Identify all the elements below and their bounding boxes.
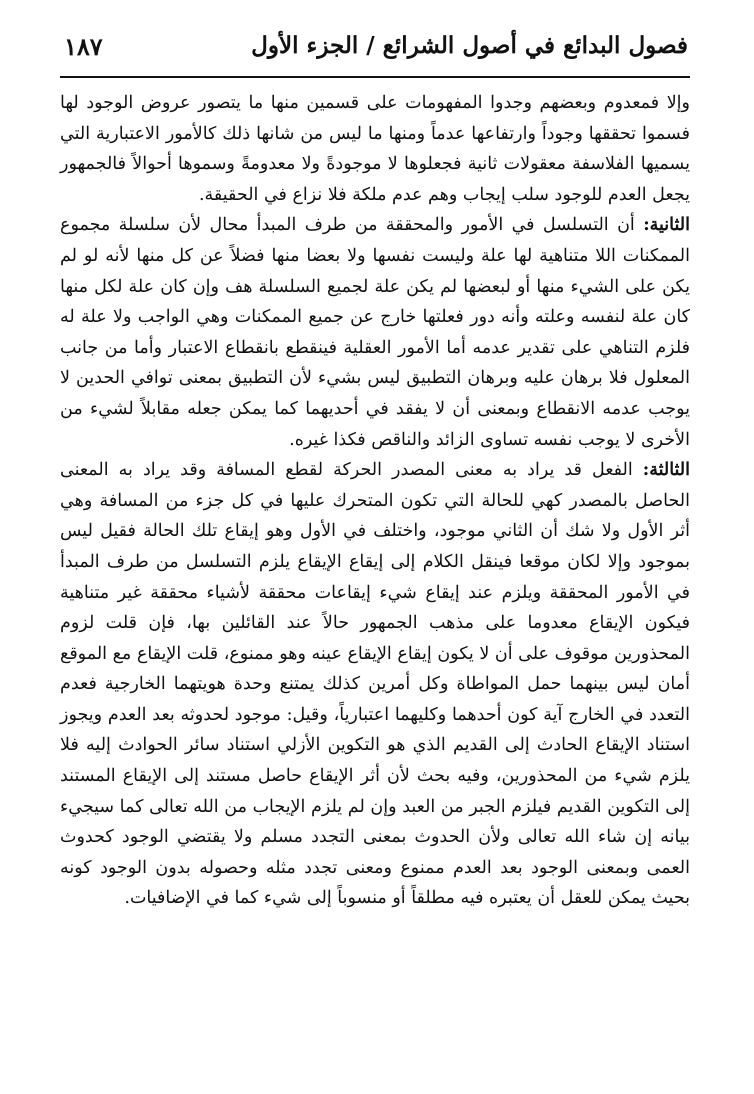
paragraph-2 [60,210,690,455]
page-number: ١٨٧ [64,32,103,61]
paragraph-1 [60,88,690,210]
body-text [60,88,690,914]
paragraph-3-label: الثالثة: [642,460,690,481]
paragraph-2-text: أن التسلسل في الأمور والمحققة من طرف المبدأ محال لأن سلسلة مجموع الممكنات اللا متناهية لها علة وليست نفسها ولا بعضا منها فضلاً عن كل منها لأنه لو لم يكن على الشيء منها أو لبعضها لم يكن علة لجميع السلسلة هف وإن كان علة لكل منها كان علة لنفسه وعلته وأنه دور فعلتها خارج عن جميع الممكنات وهي الواجب ولا علة له فلزم التناهي على تقدير عدمه أما الأمور العقلية فينقطع بانقطاع الاعتبار وأما من جانب المعلول فلا برهان عليه وبرهان التطبيق ليس بشيء لأن التطبيق بمعنى توافي الحدين لا يوجب عدمه الانقطاع وبمعنى أن لا يفقد في أحديهما كما يمكن جعله مقابلاً لشيء من الأخرى لا يوجب نفسه تساوى الزائد والناقص فكذا غيره. [60,215,690,450]
paragraph-1-text: وإلا فمعدوم وبعضهم وجدوا المفهومات على قسمين منها ما يتصور عروض الوجود لها فسموا تحققها وجوداً وارتفاعها عدماً ومنها ما ليس من شانها ذلك كالأمور الاعتبارية التي يسميها الفلاسفة معقولات ثانية فجعلوها لا موجودةً ولا معدومةً وسموها أحوالاً فالجمهور يجعل العدم للوجود سلب إيجاب وهم عدم ملكة فلا نزاع في الحقيقة. [60,93,690,205]
header-title: فصول البدائع في أصول الشرائع / الجزء الأول [251,32,688,59]
running-header [60,30,688,74]
header-divider [60,76,690,78]
paragraph-3-text: الفعل قد يراد به معنى المصدر الحركة لقطع المسافة وقد يراد به المعنى الحاصل بالمصدر كهي للحالة التي تكون المتحرك عليها في كل جزء من المسافة وهي أثر الأول ولا شك أن الثاني موجود، واختلف في الأول وهو إيقاع تلك الحالة فقيل ليس بموجود وإلا لكان موقعا فينقل الكلام إلى إيقاع الإيقاع يلزم التسلسل من طرف المبدأ في الأمور المحققة ويلزم عند إيقاع شيء إيقاعات محققة لأشياء محققة غير متناهية فيكون الإيقاع معدوما على مذهب الجمهور حالاً عند القائلين بها، فإن قلت لزوم المحذورين موقوف على أن لا يكون إيقاع الإيقاع عينه وهو ممنوع، قلت الإيقاع مع الموقع أمان ليس بينهما حمل المواطاة وكل أمرين كذلك يمتنع وحدة هويتهما الخارجية فعدم التعدد في الخارج آية كون أحدهما وكليهما اعتبارياً، وقيل: موجود لحدوثه بعد العدم ويجوز استناد الإيقاع الحادث إلى القديم الذي هو التكوين الأزلي استناد سائر الحوادث إليه فلا يلزم شيء من المحذورين، وفيه بحث لأن أثر الإيقاع حاصل مستند إلى الإيقاع المستند إلى التكوين القديم فيلزم الجبر من العبد وإن لم يلزم الإيجاب من الله تعالى كما سيجيء بيانه إن شاء الله تعالى ولأن الحدوث بمعنى التجدد مسلم ولا يقتضي الوجود كحدوث العمى وبمعنى الوجود بعد العدم ممنوع ومعنى تجدد مثله وحصوله بدون الوجود كونه بحيث يمكن للعقل أن يعتبره فيه مطلقاً أو منسوباً إلى شيء كما في الإضافيات. [60,460,690,909]
paragraph-3 [60,455,690,914]
paragraph-2-label: الثانية: [643,215,690,236]
